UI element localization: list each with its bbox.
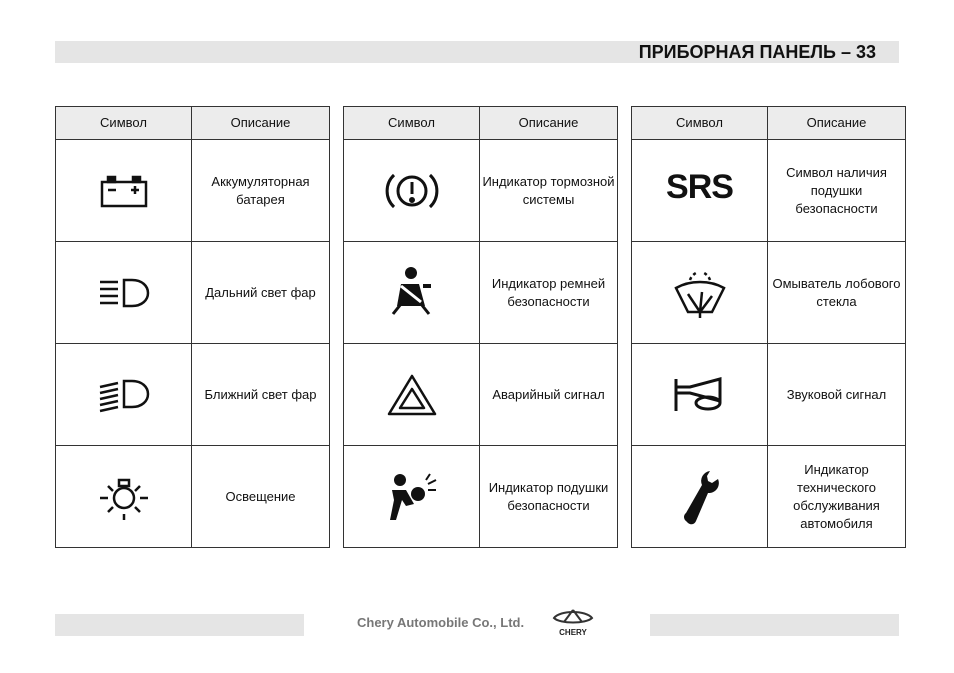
srs-icon: SRS (666, 168, 733, 206)
description: Индикатор тормозной системы (480, 140, 618, 242)
symbols-table-2 (343, 106, 618, 548)
description: Индикатор подушки безопасности (480, 446, 618, 548)
airbag-icon (384, 472, 440, 522)
footer-bar-left (55, 614, 304, 636)
footer-bar-right (650, 614, 899, 636)
col-symbol: Символ (56, 107, 192, 140)
description: Аккумуляторная батарея (192, 140, 330, 242)
description: Омыватель лобового стекла (768, 242, 906, 344)
brake-warning-icon (384, 169, 440, 213)
battery-icon (99, 174, 149, 208)
high-beam-icon (96, 276, 152, 310)
description: Индикатор ремней безопасности (480, 242, 618, 344)
symbols-table-3 (631, 106, 906, 548)
col-description: Описание (480, 107, 618, 140)
description: Освещение (192, 446, 330, 548)
description: Дальний свет фар (192, 242, 330, 344)
seatbelt-icon (387, 266, 437, 320)
company-name: Chery Automobile Co., Ltd. (357, 615, 525, 630)
col-description: Описание (768, 107, 906, 140)
horn-icon (672, 375, 728, 415)
symbols-table-1 (55, 106, 330, 548)
low-beam-icon (96, 377, 152, 413)
chery-logo (548, 606, 598, 637)
description: Ближний свет фар (192, 344, 330, 446)
description: Индикатор технического обслуживания автомобиля (768, 446, 906, 548)
description: Звуковой сигнал (768, 344, 906, 446)
description: Аварийный сигнал (480, 344, 618, 446)
lighting-icon (96, 472, 152, 522)
washer-icon (672, 266, 728, 320)
col-symbol: Символ (344, 107, 480, 140)
col-description: Описание (192, 107, 330, 140)
col-symbol: Символ (632, 107, 768, 140)
wrench-icon (680, 469, 720, 525)
page-title: ПРИБОРНАЯ ПАНЕЛЬ – 33 (638, 42, 876, 62)
description: Символ наличия подушки безопасности (768, 140, 906, 242)
hazard-icon (386, 373, 438, 417)
logo-text: CHERY (559, 628, 587, 637)
